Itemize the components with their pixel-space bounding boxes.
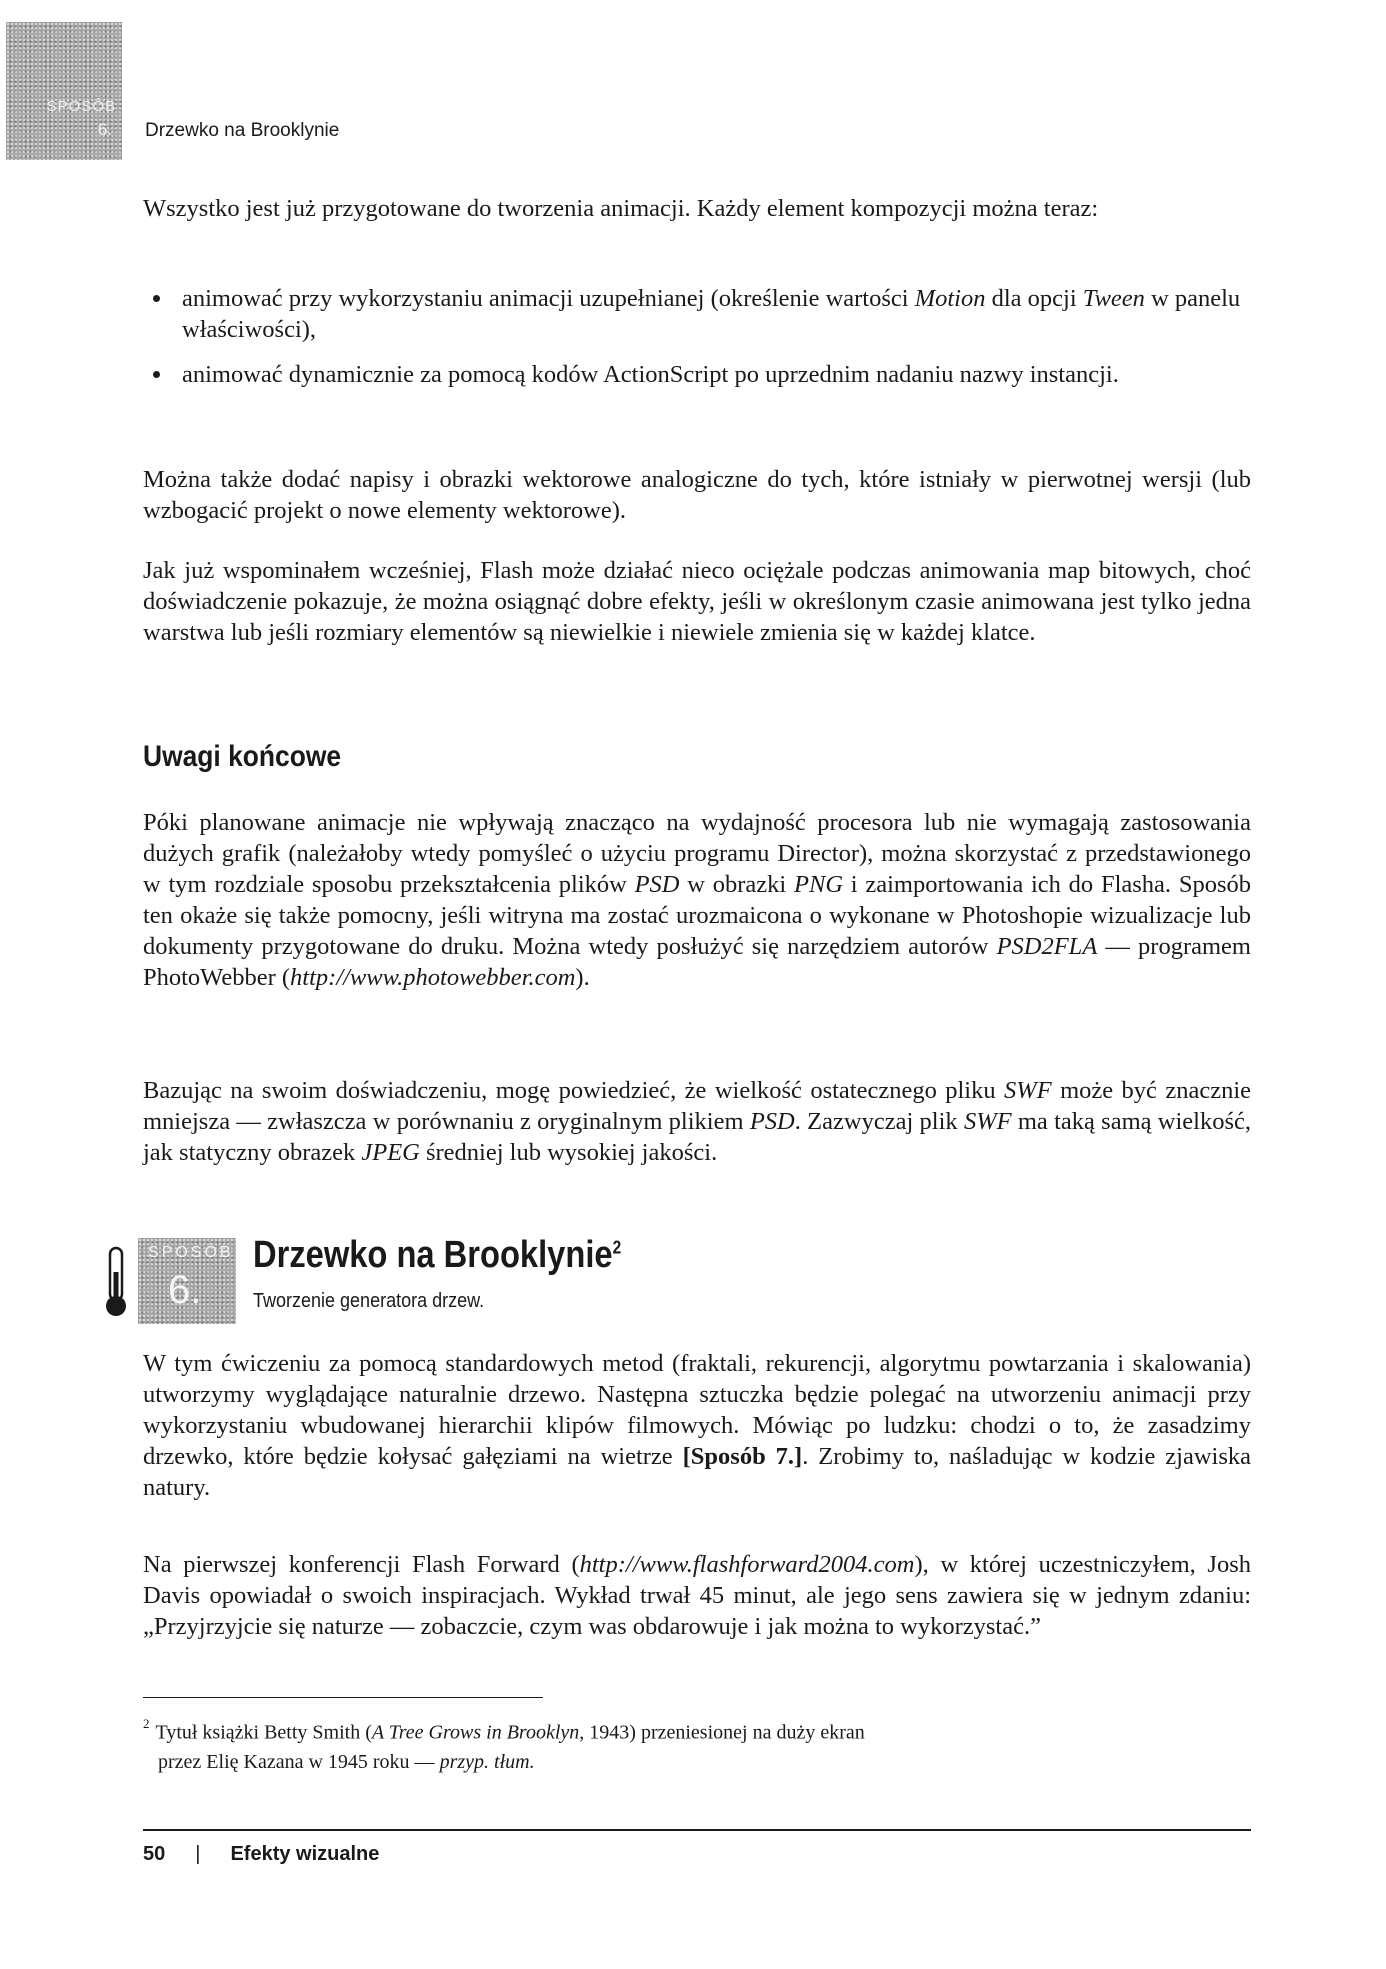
book-title: Efekty wizualne — [230, 1843, 380, 1865]
page-number: 50 — [143, 1843, 166, 1865]
thermometer-icon — [104, 1246, 128, 1318]
list-item: animować przy wykorzystaniu animacji uzupełnianej (określenie wartości Motion dla opcji Tween w panelu właściwości), — [143, 283, 1251, 345]
bullet-icon — [153, 295, 160, 302]
footer-separator: | — [195, 1843, 201, 1865]
recipe-title: Drzewko na Brooklynie$^2$ — [253, 1234, 622, 1276]
bullet-icon — [153, 371, 160, 378]
running-title: Drzewko na Brooklynie — [145, 120, 340, 141]
recipe-paragraph: W tym ćwiczeniu za pomocą standardowych metod (fraktali, rekurencji, algorytmu powtarzania i skalowania) utworzymy wyglądające naturalnie drzewo. Następna sztuczka będzie polegać na utworzeniu animacji przy wykorzystaniu wbudowanej hierarchii klipów filmowych. Mówiąc po ludzku: chodzi o to, że zasadzimy drzewko, które będzie kołysać gałęziami na wietrze [Sposób 7.]. Zrobimy to, naśladując w kodzie zjawiska natury. — [143, 1350, 1251, 1501]
recipe-subtitle: Tworzenie generatora drzew. — [253, 1290, 485, 1312]
bullet-list — [143, 283, 1251, 404]
chapter-tab-number: 6. — [97, 120, 112, 139]
footnote-marker: 2 — [612, 1237, 622, 1258]
footer-divider — [143, 1829, 1251, 1831]
recipe-paragraph: Na pierwszej konferencji Flash Forward (http://www.flashforward2004.com), w której uczestniczyłem, Josh Davis opowiadał o swoich inspiracjach. Wykład trwał 45 minut, ale jego sens zawiera się w jednym zdaniu: „Przyjrzyjcie się naturze — zobaczcie, czym was obdarowuje i jak można to wykorzystać.” — [143, 1551, 1251, 1640]
page-footer — [143, 1843, 379, 1866]
body-paragraph: Można także dodać napisy i obrazki wektorowe analogiczne do tych, które istniały w pierwotnej wersji (lub wzbogacić projekt o nowe elementy wektorowe). — [143, 466, 1251, 524]
chapter-tab-label: SPOSÓB — [46, 98, 116, 115]
footnote: $^2$ Tytuł książki Betty Smith (A Tree Grows in Brooklyn, 1943) przeniesionej na duży ekran przez Elię Kazana w 1945 roku — przyp. tłum. — [143, 1716, 865, 1773]
recipe-badge-label: SPOSÓB — [148, 1244, 234, 1261]
recipe-badge — [138, 1238, 236, 1324]
intro-paragraph: Wszystko jest już przygotowane do tworzenia animacji. Każdy element kompozycji można teraz: — [143, 195, 1099, 222]
section-paragraph: Póki planowane animacje nie wpływają znacząco na wydajność procesora lub nie wymagają zastosowania dużych grafik (należałoby wtedy pomyśleć o użyciu programu Director), można skorzystać z przedstawionego w tym rozdziale sposobu przekształcenia plików PSD w obrazki PNG i zaimportowania ich do Flasha. Sposób ten okaże się także pomocny, jeśli witryna ma zostać urozmaicona o wykonane w Photoshopie wizualizacje lub dokumenty przygotowane do druku. Można wtedy posłużyć się narzędziem autorów PSD2FLA — programem PhotoWebber (http://www.photowebber.com). — [143, 809, 1251, 991]
body-paragraph: Jak już wspominałem wcześniej, Flash może działać nieco ociężale podczas animowania map bitowych, choć doświadczenie pokazuje, że można osiągnąć dobre efekty, jeśli w określonym czasie animowana jest tylko jedna warstwa lub jeśli rozmiary elementów są niewielkie i niewiele zmienia się w każdej klatce. — [143, 557, 1251, 646]
section-paragraph: Bazując na swoim doświadczeniu, mogę powiedzieć, że wielkość ostatecznego pliku SWF może być znacznie mniejsza — zwłaszcza w porównaniu z oryginalnym plikiem PSD. Zazwyczaj plik SWF ma taką samą wielkość, jak statyczny obrazek JPEG średniej lub wysokiej jakości. — [143, 1077, 1252, 1166]
recipe-badge-number: 6. — [168, 1268, 202, 1312]
footnote-divider — [143, 1697, 543, 1698]
chapter-tab — [6, 22, 122, 160]
list-item: animować dynamicznie za pomocą kodów ActionScript po uprzednim nadaniu nazwy instancji. — [143, 359, 1251, 390]
section-heading: Uwagi końcowe — [143, 740, 342, 773]
